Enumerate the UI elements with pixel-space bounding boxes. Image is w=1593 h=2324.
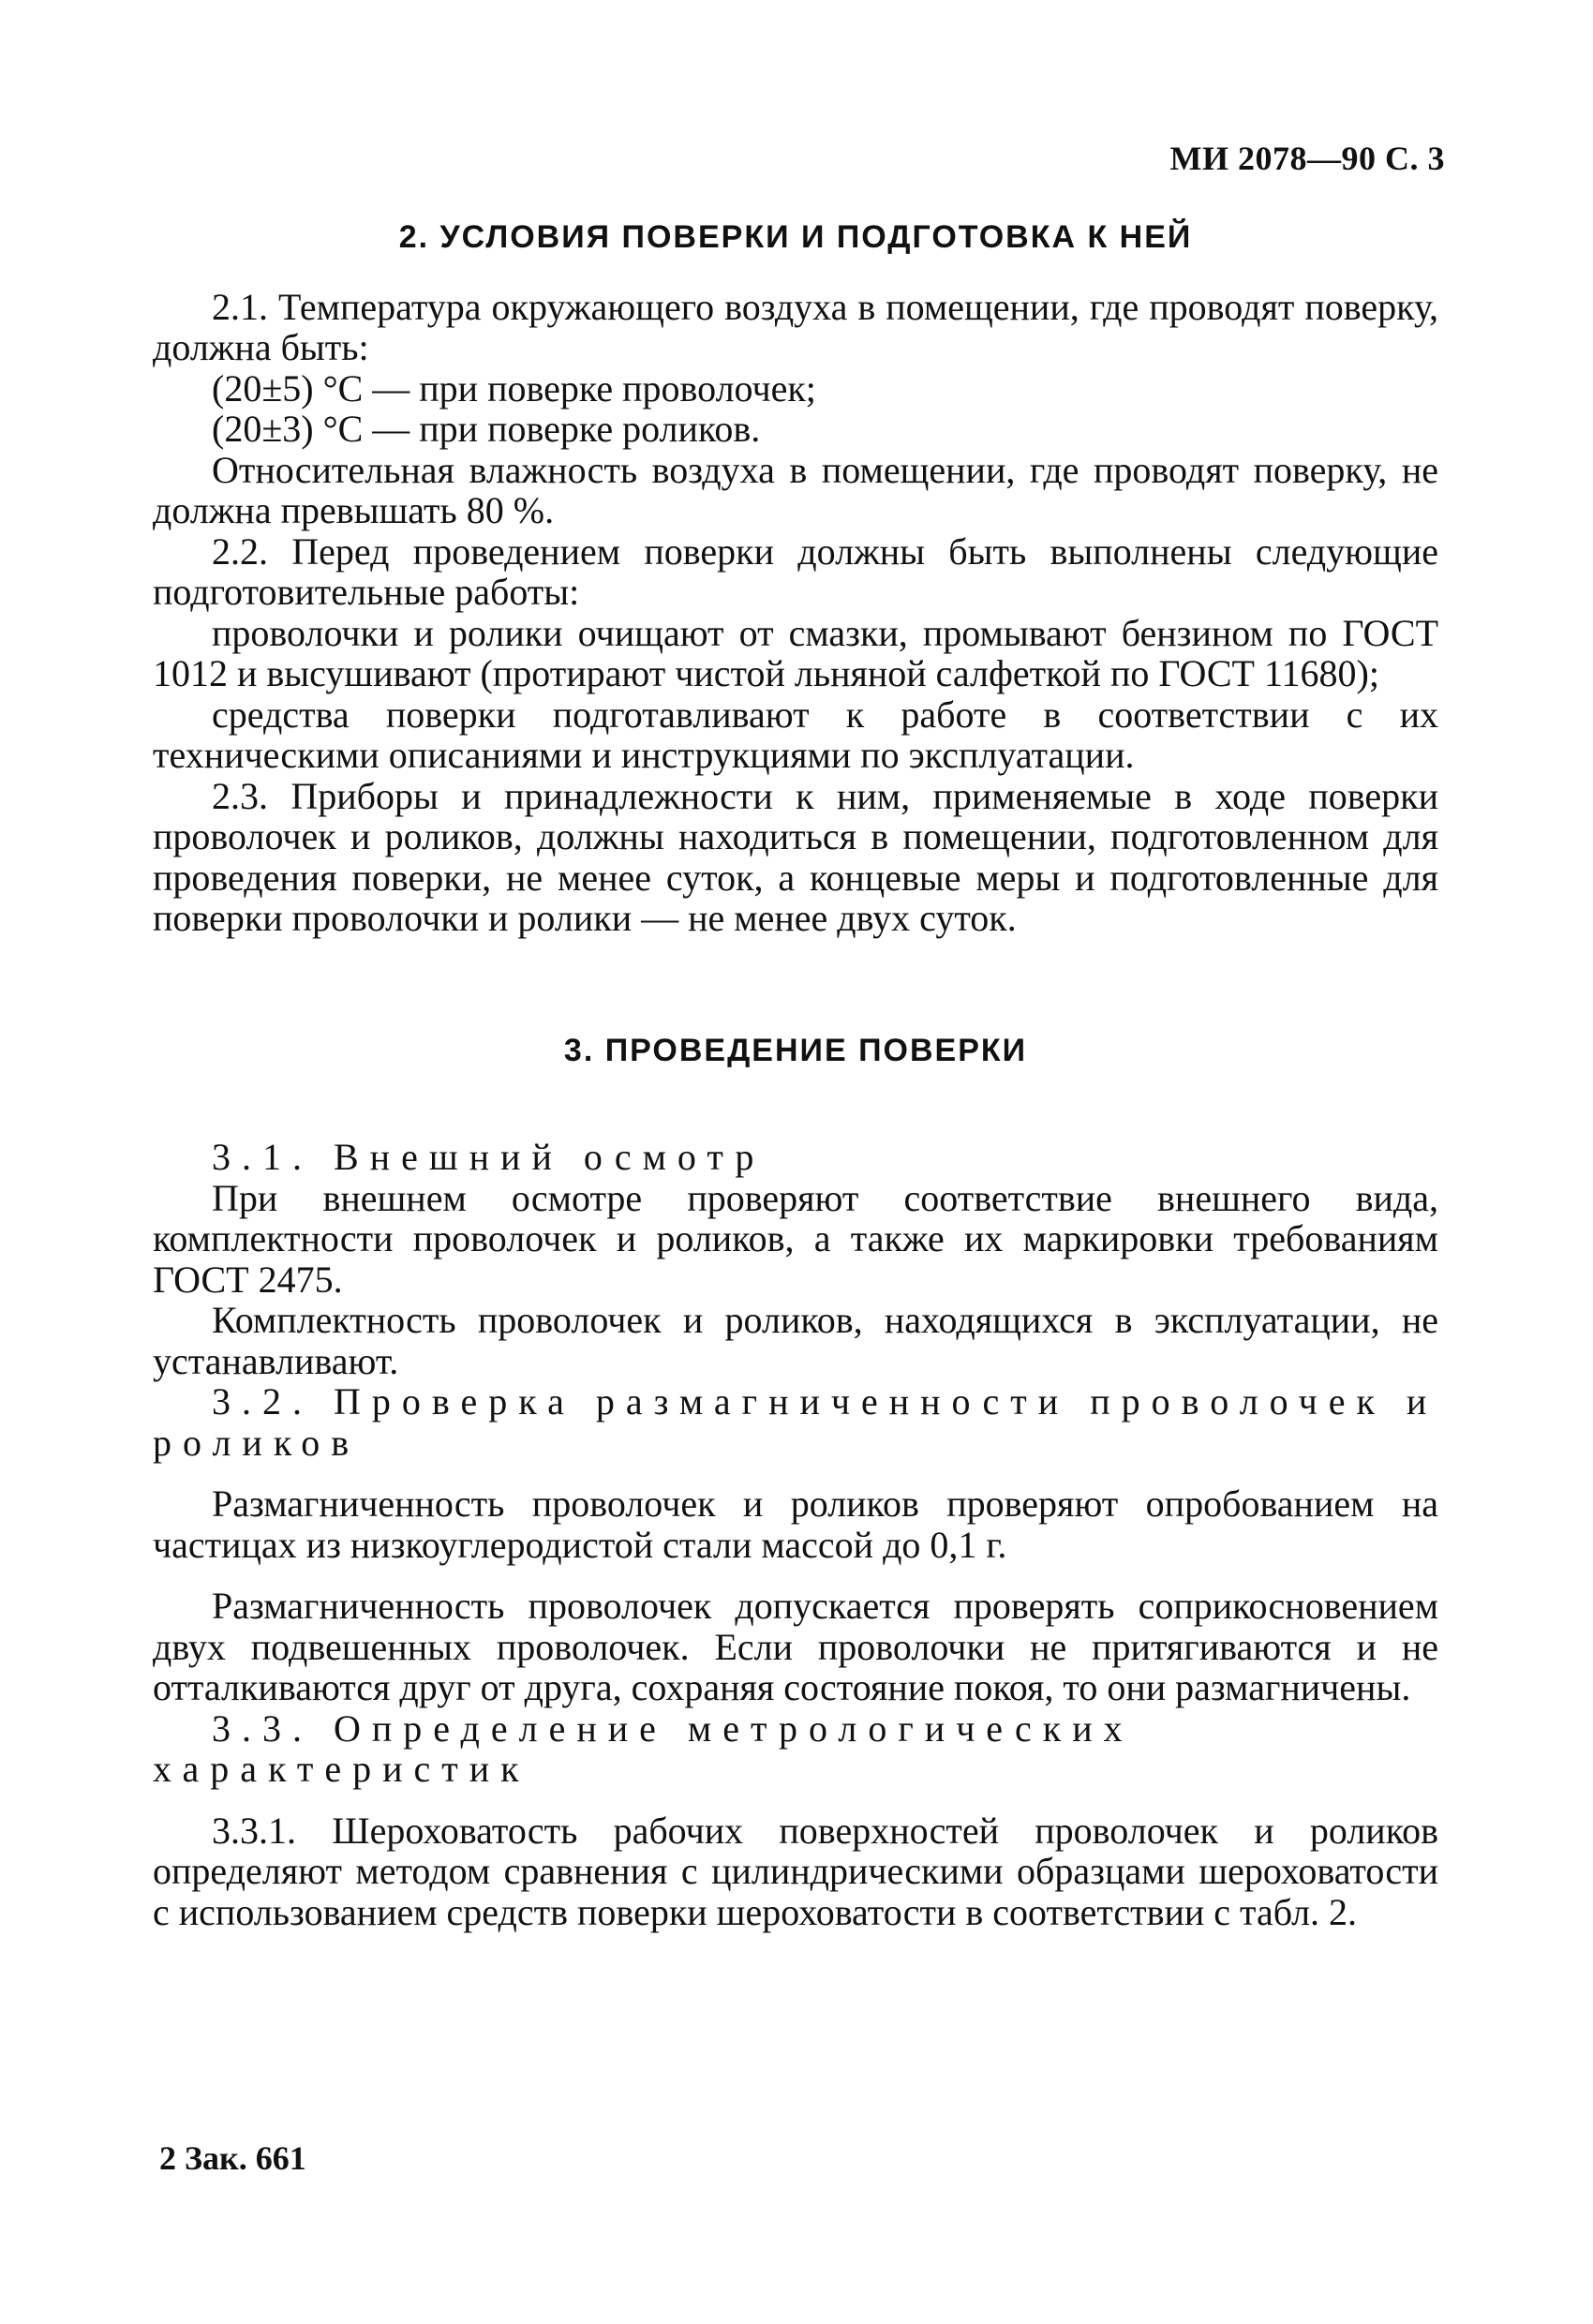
subheading-3-1: 3.1. Внешний осмотр [212,1136,766,1178]
subheading-3-2: 3.2. Проверка размагниченности проволочек и роликов [153,1380,1438,1464]
paragraph-2-2-cleaning: проволочки и ролики очищают от смазки, промывают бензином по ГОСТ 1012 и высушивают (протирают чистой льняной салфеткой по ГОСТ 11680); [153,611,1438,694]
paragraph-3-1-inspection: При внешнем осмотре проверяют соответствие внешнего вида, комплектности проволочек и роликов, а также их маркировки требованиям ГОСТ 2475. [153,1176,1438,1301]
subheading-3-3: 3.3. Определение метрологических характеристик [153,1706,1134,1790]
page-content [153,217,1438,1932]
page-footer: 2 Зак. 661 [159,2139,306,2177]
temperature-rollers: (20±3) °С — при поверке роликов. [212,408,761,450]
page-header: МИ 2078—90 С. 3 [1169,140,1445,177]
paragraph-2-2-preparation: средства поверки подготавливают к работе в соответствии с их техническими описаниями и инструкциями по эксплуатации. [153,693,1438,776]
paragraph-2-1: 2.1. Температура окружающего воздуха в помещении, где проводят поверку, должна быть: [153,285,1438,368]
paragraph-2-2: 2.2. Перед проведением поверки должны быть выполнены следующие подготовительные работы: [153,529,1438,613]
section-2-title: 2. УСЛОВИЯ ПОВЕРКИ И ПОДГОТОВКА К НЕЙ [398,219,1193,255]
temperature-wires: (20±5) °С — при поверке проволочек; [212,366,816,410]
paragraph-3-2-test: Размагниченность проволочек и роликов проверяют опробованием на частицах из низкоуглеродистой стали массой до 0,1 г. [153,1482,1438,1566]
humidity-paragraph: Относительная влажность воздуха в помещении, где проводят поверку, не должна превышать 80 %. [153,448,1438,531]
paragraph-2-3: 2.3. Приборы и принадлежности к ним, применяемые в ходе поверки проволочек и роликов, должны находиться в помещении, подготовленном для проведения поверки, не менее суток, а концевые меры и подготовленные для поверки проволочки и ролики — не менее двух суток. [153,774,1438,939]
section-3-title: 3. ПРОВЕДЕНИЕ ПОВЕРКИ [563,1032,1028,1068]
paragraph-3-3-1: 3.3.1. Шероховатость рабочих поверхностей проволочек и роликов определяют методом сравнения с цилиндрическими образцами шероховатости с использованием средств поверки шероховатости в соответствии с табл. 2. [153,1809,1438,1933]
paragraph-3-2-contact: Размагниченность проволочек допускается проверять соприкосновением двух подвешенных проволочек. Если проволочки не притягиваются и не отталкиваются друг от друга, сохраняя состояние покоя, то они размагничены. [153,1585,1438,1708]
paragraph-3-1-completeness: Комплектность проволочек и роликов, находящихся в эксплуатации, не устанавливают. [153,1299,1438,1382]
